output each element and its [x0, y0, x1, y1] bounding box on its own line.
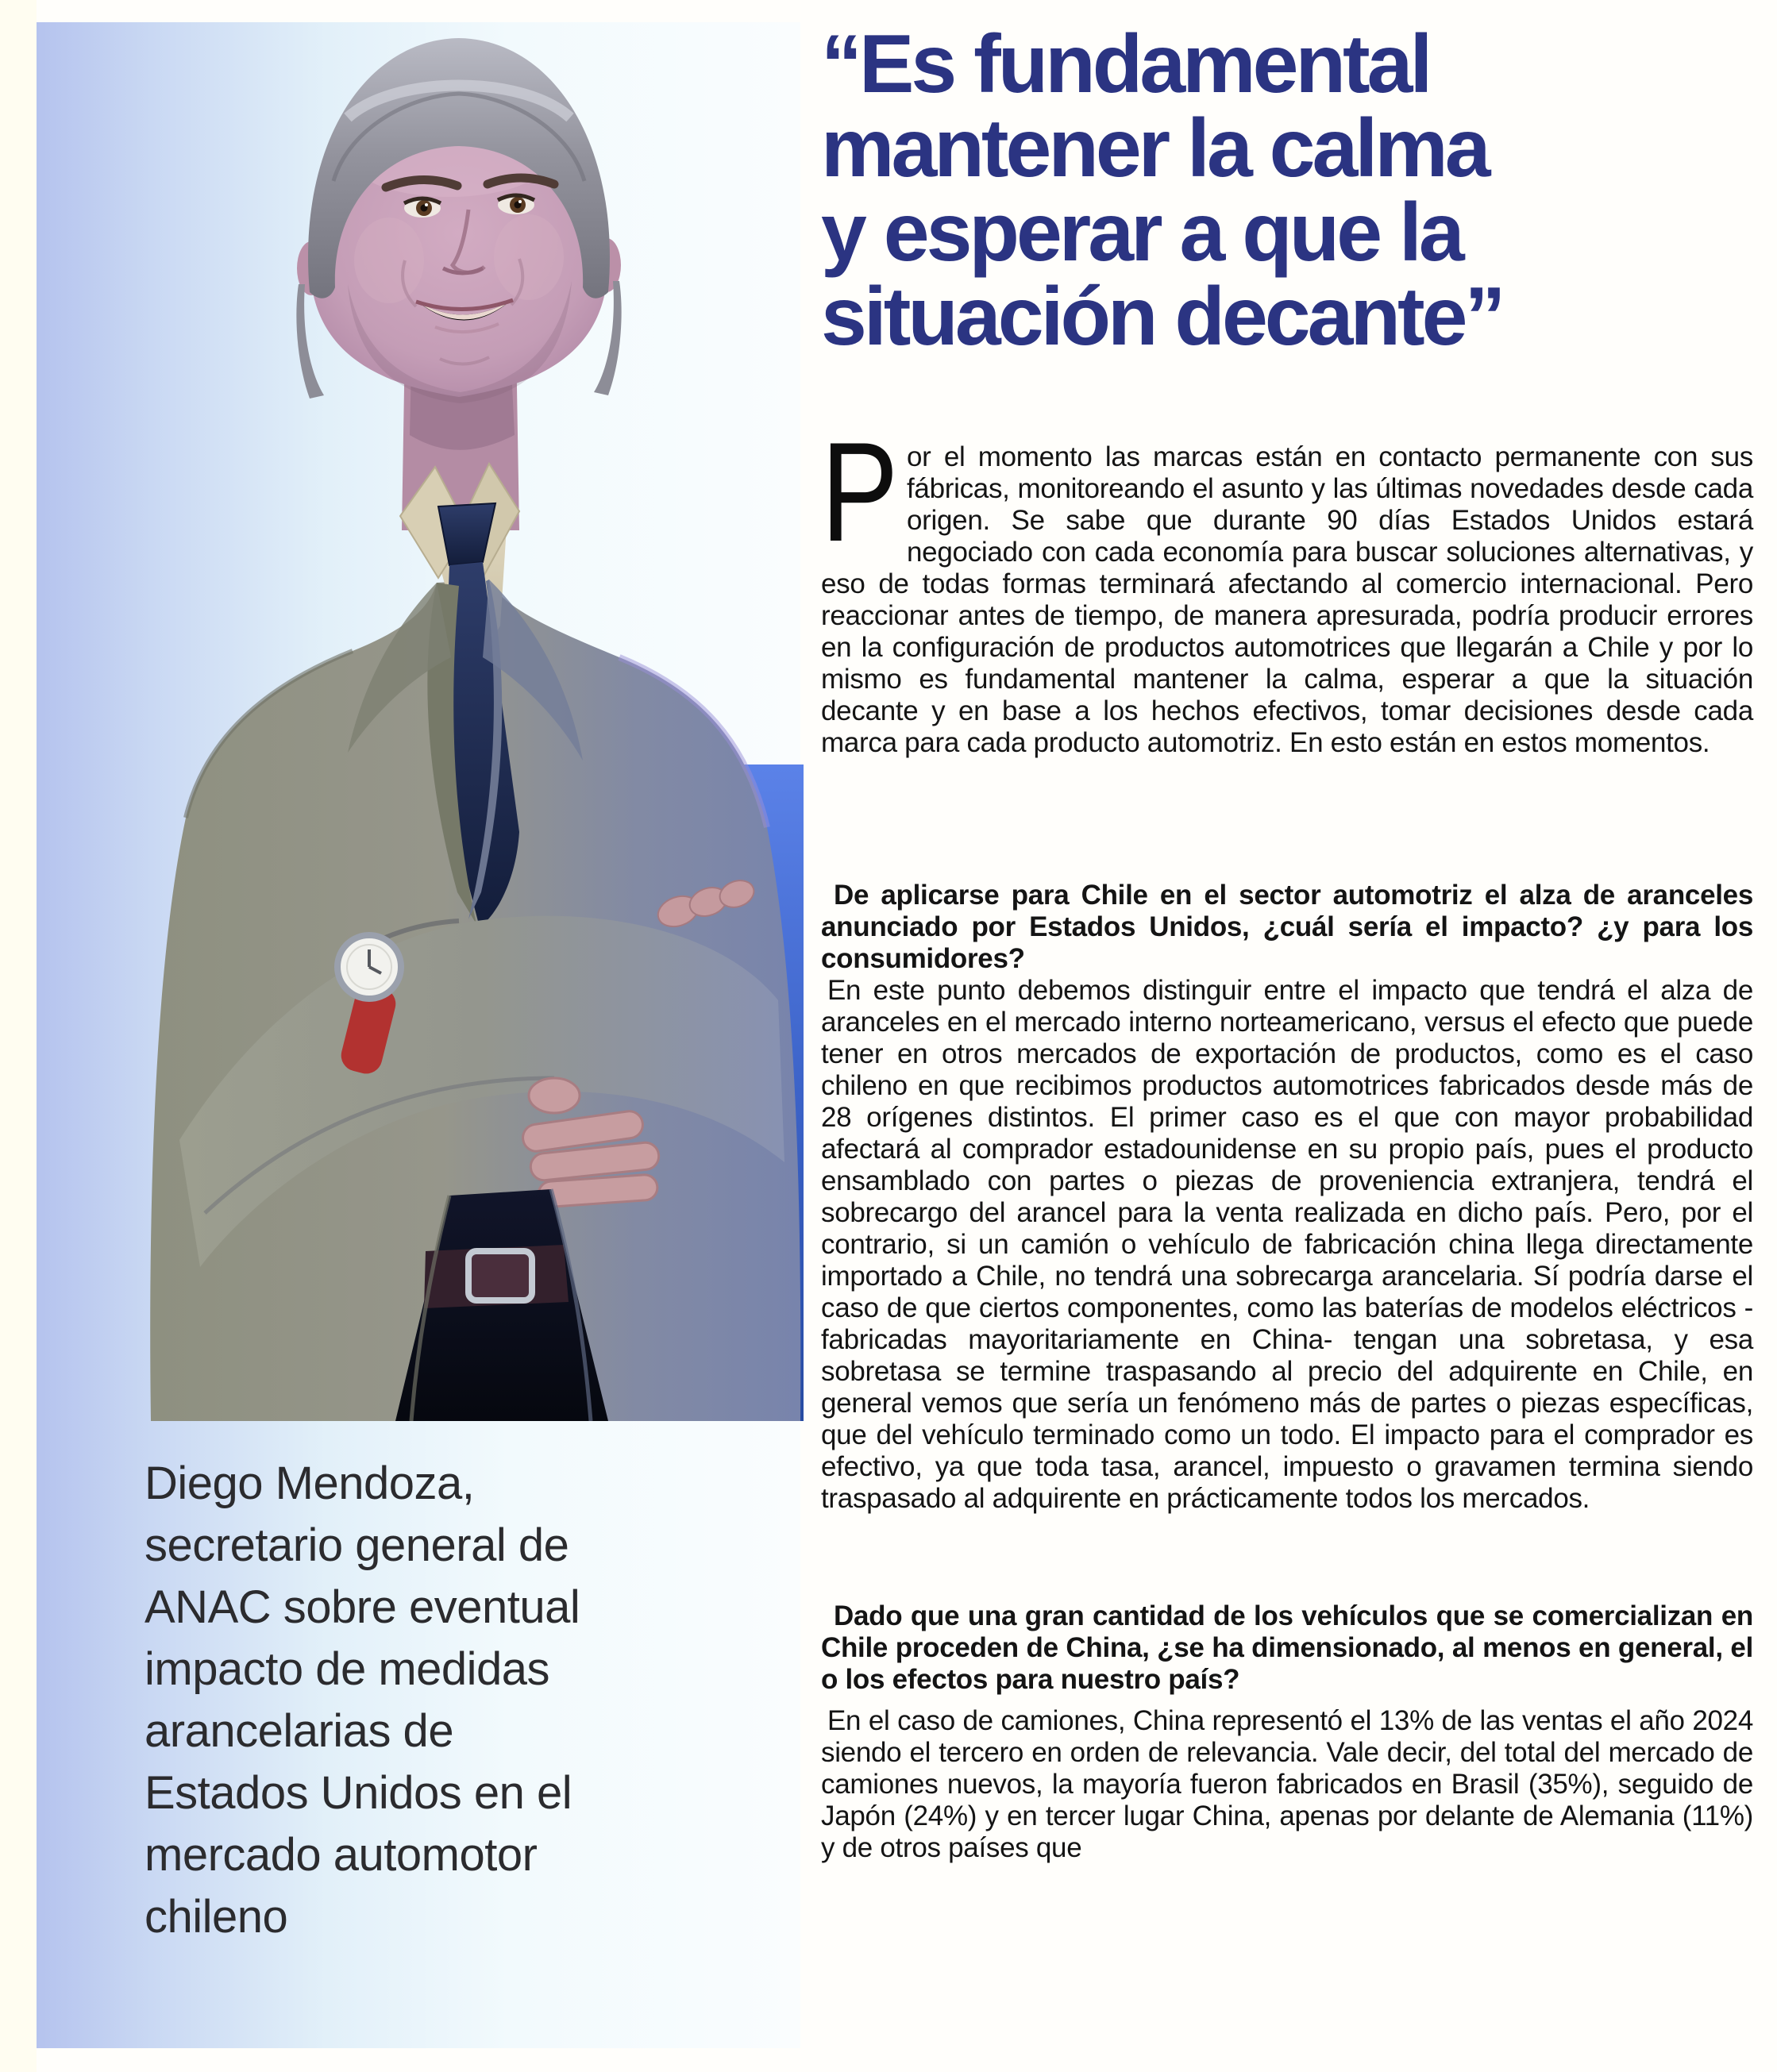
- photo-caption: [145, 1453, 796, 1948]
- headline-line: mantener la calma: [821, 102, 1488, 194]
- portrait-photo: [110, 22, 808, 1421]
- headline-line: y esperar a que la: [821, 187, 1462, 279]
- article-column: [821, 18, 1753, 1864]
- caption-line: secretario general de: [145, 1519, 569, 1571]
- interview-question-2: Dado que una gran cantidad de los vehículos que se comercializan en Chile proceden de China, ¿se ha dimensionado, al menos en general, el o los efectos para nuestro país?: [821, 1600, 1753, 1695]
- headline-line: situación decante”: [821, 271, 1503, 363]
- caption-line: chileno: [145, 1891, 288, 1943]
- interview-answer-1: En este punto debemos distinguir entre el impacto que tendrá el alza de aranceles en el mercado interno norteamericano, versus el efecto que puede tener en otros mercados de exportación de productos, como es el caso chileno en que recibimos productos automotrices fabricados desde más de 28 orígenes distintos. El primer caso es el que con mayor probabilidad afectará al comprador estadounidense en su propio país, pues el producto ensamblado con partes o piezas de proveniencia extranjera, tendrá el sobrecargo del arancel para la venta realizada en dicho país. Pero, por el contrario, si un camión o vehículo de fabricación china llega directamente importado a Chile, no tendrá una sobrecarga arancelaria. Sí podría darse el caso de que ciertos componentes, como las baterías de modelos eléctricos -fabricadas mayoritariamente en China- tengan una sobretasa, y esa sobretasa se termine traspasando al precio del adquirente en Chile, en general vemos que sería un fenómeno más de partes o piezas específicas, que del vehículo terminado como un todo. El impacto para el comprador es efectivo, ya que toda tasa, arancel, impuesto o gravamen termina siendo traspasado al adquirente en prácticamente todos los mercados.: [821, 975, 1753, 1514]
- intro-paragraph: [821, 413, 1753, 759]
- interview-answer-2: En el caso de camiones, China representó el 13% de las ventas el año 2024 siendo el tercero en orden de relevancia. Vale decir, del total del mercado de camiones nuevos, la mayoría fueron fabricados en Brasil (35%), seguido de Japón (24%) y en tercer lugar China, apenas por delante de Alemania (11%) y de otros países que: [821, 1705, 1753, 1863]
- caption-line: ANAC sobre eventual: [145, 1581, 580, 1633]
- portrait-illustration: [110, 22, 808, 1421]
- caption-line: arancelarias de: [145, 1705, 454, 1757]
- headline: [821, 18, 1753, 363]
- intro-text: or el momento las marcas están en contacto permanente con sus fábricas, monitoreando el asunto y las últimas novedades desde cada origen. Se sabe que durante 90 días Estados Unidos estará negociado con cada economía para buscar soluciones alternativas, y eso de todas formas terminará afectando al comercio internacional. Pero reaccionar antes de tiempo, de manera apresurada, podría producir errores en la configuración de productos automotrices que llegarán a Chile y por lo mismo es fundamental mantener la calma, esperar a que la situación decante y en base a los hechos efectivos, tomar decisiones desde cada marca para cada producto automotriz. En esto están en estos momentos.: [821, 441, 1753, 758]
- headline-line: “Es fundamental: [821, 18, 1430, 110]
- caption-line: Diego Mendoza,: [145, 1458, 475, 1509]
- interview-question-1: De aplicarse para Chile en el sector automotriz el alza de aranceles anunciado por Estados Unidos, ¿cuál sería el impacto? ¿y para los consumidores?: [821, 880, 1753, 974]
- drop-cap: P: [821, 413, 899, 571]
- caption-line: Estados Unidos en el: [145, 1767, 572, 1819]
- caption-line: impacto de medidas: [145, 1643, 550, 1695]
- caption-line: mercado automotor: [145, 1829, 538, 1881]
- left-photo-panel: [37, 22, 800, 2048]
- page-left-margin: [0, 0, 37, 2072]
